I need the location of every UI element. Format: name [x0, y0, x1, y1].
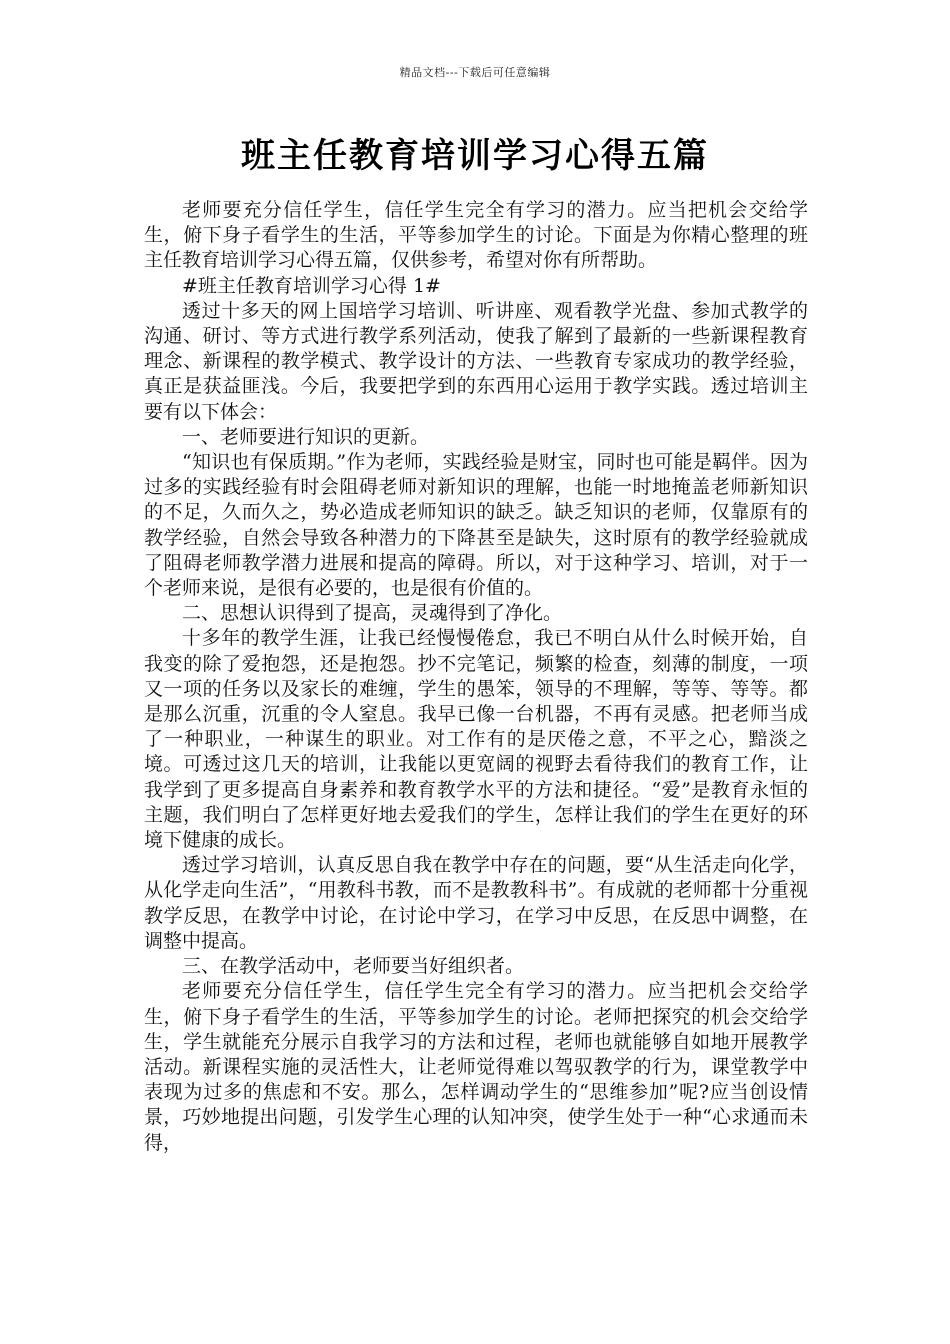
- paragraph: “知识也有保质期。”作为老师，实践经验是财宝，同时也可能是羁伴。因为过多的实践经验有时会阻碍老师对新知识的理解，也能一时地掩盖老师新知识的不足，久而久之，势必造成老师知识的缺乏。缺乏知识的老师，仅靠原有的教学经验，自然会导致各种潜力的下降甚至是缺失，这时原有的教学经验就成了阻碍老师教学潜力进展和提高的障碍。所以，对于这种学习、培训，对于一个老师来说，是很有必要的，也是很有价值的。: [144, 451, 808, 600]
- paragraph: 透过十多天的网上国培学习培训、听讲座、观看教学光盘、参加式教学的沟通、研讨、等方式进行教学系列活动，使我了解到了最新的一些新课程教育理念、新课程的教学模式、教学设计的方法、一些教育专家成功的教学经验，真正是获益匪浅。今后，我要把学到的东西用心运用于教学实践。透过培训主要有以下体会：: [144, 299, 808, 423]
- paragraph-intro: 老师要充分信任学生，信任学生完全有学习的潜力。应当把机会交给学生，俯下身子看学生的生活，平等参加学生的讨论。下面是为你精心整理的班主任教育培训学习心得五篇，仅供参考，希望对你有所帮助。: [144, 199, 808, 272]
- paragraph: 十多年的教学生涯，让我已经慢慢倦怠，我已不明白从什么时候开始，自我变的除了爱抱怨，还是抱怨。抄不完笔记，频繁的检查，刻薄的制度，一项又一项的任务以及家长的难缠，学生的愚笨，领导的不理解，等等、等等。都是那么沉重，沉重的令人窒息。我早已像一台机器，不再有灵感。把老师当成了一种职业，一种谋生的职业。对工作有的是厌倦之意，不平之心，黯淡之境。可透过这几天的培训，让我能以更宽阔的视野去看待我们的教育工作，让我学到了更多提高自身素养和教育教学水平的方法和捷径。“爱”是教育永恒的主题，我们明白了怎样更好地去爱我们的学生，怎样让我们的学生在更好的环境下健康的成长。: [144, 627, 808, 852]
- paragraph: 透过学习培训，认真反思自我在教学中存在的问题，要“从生活走向化学，从化学走向生活”，“用教科书教，而不是教教科书”。有成就的老师都十分重视教学反思，在教学中讨论，在讨论中学习，在学习中反思，在反思中调整，在调整中提高。: [144, 854, 808, 952]
- paragraph: 老师要充分信任学生，信任学生完全有学习的潜力。应当把机会交给学生，俯下身子看学生的生活，平等参加学生的讨论。老师把探究的机会交给学生，学生就能充分展示自我学习的方法和过程，老师也就能够自如地开展教学活动。新课程实施的灵活性大，让老师觉得难以驾驭教学的行为，课堂教学中表现为过多的焦虑和不安。那么，怎样调动学生的“思维参加”呢?应当创设情景，巧妙地提出问题，引发学生心理的认知冲突，使学生处于一种“心求通而未得，: [144, 980, 808, 1154]
- section-heading-1: #班主任教育培训学习心得 1#: [182, 274, 441, 297]
- subheading-3: 三、在教学活动中，老师要当好组织者。: [182, 955, 525, 978]
- header-note: 精品文档---下载后可任意编辑: [399, 66, 551, 79]
- subheading-2: 二、思想认识得到了提高，灵魂得到了净化。: [182, 602, 563, 625]
- document-title: 班主任教育培训学习心得五篇: [241, 136, 709, 176]
- subheading-1: 一、老师要进行知识的更新。: [182, 425, 430, 448]
- document-body: [144, 198, 808, 1156]
